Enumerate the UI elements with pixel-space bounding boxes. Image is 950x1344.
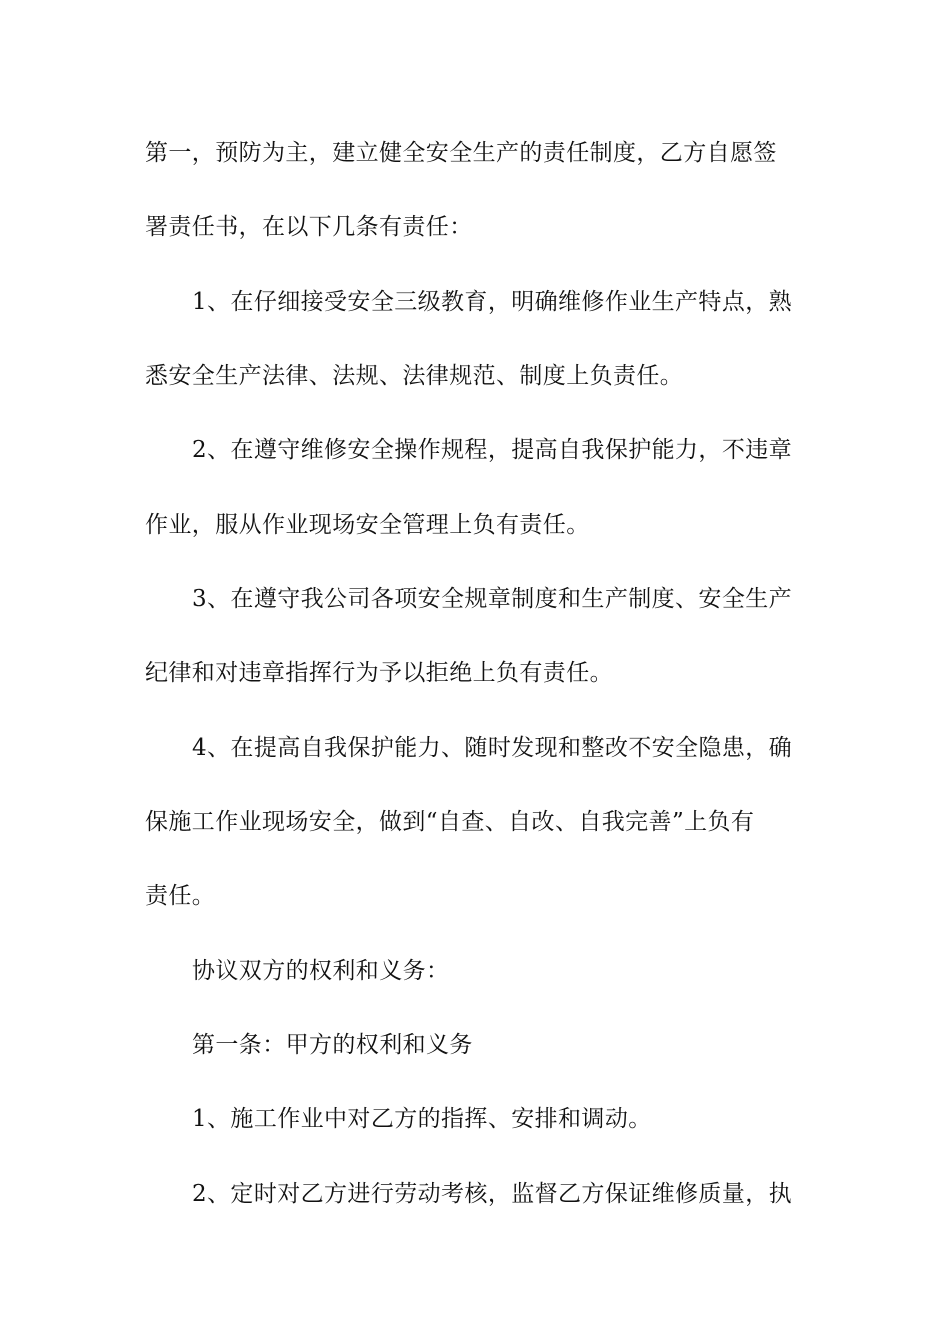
paragraph-line-2: 署责任书，在以下几条有责任： [145,214,473,240]
paragraph-line-14: 1、施工作业中对乙方的指挥、安排和调动。 [192,1106,652,1132]
paragraph-line-5: 2、在遵守维修安全操作规程，提高自我保护能力，不违章 [192,437,793,463]
paragraph-line-7: 3、在遵守我公司各项安全规章制度和生产制度、安全生产 [192,586,793,612]
section-heading: 协议双方的权利和义务： [192,958,450,984]
paragraph-line-8: 纪律和对违章指挥行为予以拒绝上负有责任。 [145,660,613,686]
paragraph-line-6: 作业，服从作业现场安全管理上负有责任。 [145,512,590,538]
paragraph-line-10: 保施工作业现场安全，做到“自查、自改、自我完善”上负有 [145,809,755,835]
paragraph-line-11: 责任。 [145,883,216,909]
paragraph-line-4: 悉安全生产法律、法规、法律规范、制度上负责任。 [145,363,684,389]
paragraph-line-3: 1、在仔细接受安全三级教育，明确维修作业生产特点，熟 [192,289,793,315]
paragraph-line-1: 第一，预防为主，建立健全安全生产的责任制度，乙方自愿签 [145,140,777,166]
paragraph-line-15: 2、定时对乙方进行劳动考核，监督乙方保证维修质量，执 [192,1181,793,1207]
paragraph-line-9: 4、在提高自我保护能力、随时发现和整改不安全隐患，确 [192,735,793,761]
article-heading: 第一条：甲方的权利和义务 [192,1032,473,1058]
